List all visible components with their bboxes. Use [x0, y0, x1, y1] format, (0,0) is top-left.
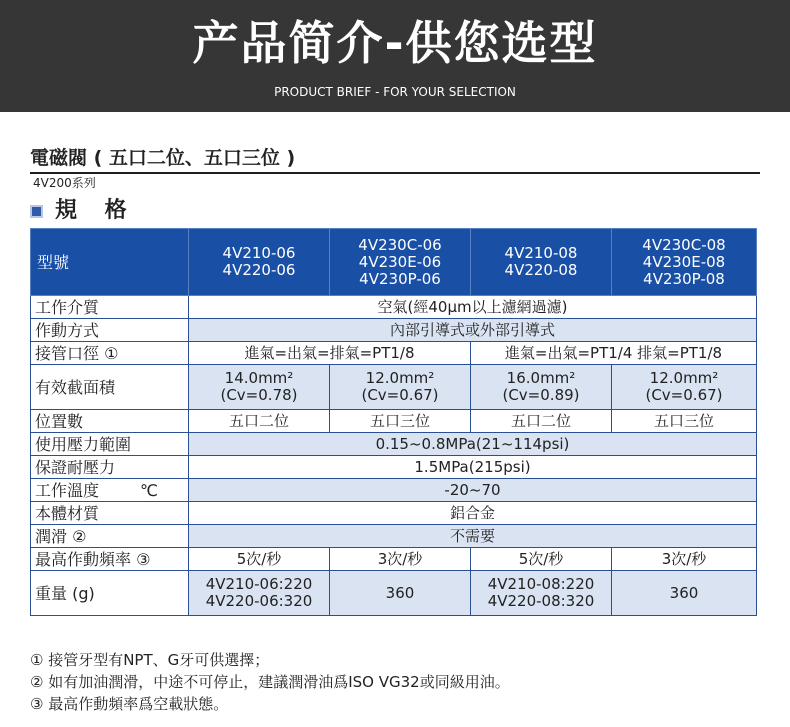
- footnote: ① 接管牙型有NPT、G牙可供選擇；: [30, 651, 270, 669]
- row-value: 360: [330, 571, 471, 616]
- weight-value: 4V220-08:320: [487, 592, 595, 610]
- table-row: [31, 548, 757, 571]
- row-label: 重量 (g): [31, 571, 189, 616]
- area-value: 14.0mm²: [224, 369, 294, 387]
- row-label: 最高作動頻率 ③: [31, 548, 189, 571]
- model-name: 4V220-06: [222, 261, 296, 279]
- cv-value: (Cv=0.67): [645, 386, 723, 404]
- row-value: 五口三位: [330, 410, 471, 433]
- weight-value: 4V220-06:320: [205, 592, 313, 610]
- footnote: ② 如有加油潤滑，中途不可停止，建議潤滑油爲ISO VG32或同級用油。: [30, 673, 510, 691]
- row-value: 五口二位: [189, 410, 330, 433]
- area-value: 16.0mm²: [506, 369, 576, 387]
- row-value: 3次/秒: [330, 548, 471, 571]
- table-row: [31, 433, 757, 456]
- row-value: 5次/秒: [189, 548, 330, 571]
- table-row: [31, 456, 757, 479]
- table-row: [31, 410, 757, 433]
- square-bullet-icon: [30, 205, 43, 218]
- table-row: [31, 342, 757, 365]
- weight-value: 4V210-06:220: [205, 575, 313, 593]
- model-name: 4V230C-08: [642, 235, 726, 254]
- row-label: 本體材質: [31, 502, 189, 525]
- section-divider: [30, 172, 760, 174]
- model-name: 4V230E-08: [642, 252, 726, 271]
- row-label: 作動方式: [31, 319, 189, 342]
- model-name: 4V230C-06: [358, 235, 442, 254]
- section-title: 電磁閥 ( 五口二位、五口三位 ): [30, 147, 296, 169]
- cv-value: (Cv=0.67): [361, 386, 439, 404]
- banner: [0, 0, 790, 112]
- temp-label: 工作溫度: [35, 480, 100, 500]
- row-value: 不需要: [189, 525, 757, 548]
- model-name: 4V210-08: [504, 244, 578, 262]
- row-label: 使用壓力範圍: [31, 433, 189, 456]
- row-value: 內部引導式或外部引導式: [189, 319, 757, 342]
- table-row: [31, 479, 757, 502]
- model-name: 4V220-08: [504, 261, 578, 279]
- table-row: [31, 319, 757, 342]
- row-value: 1.5MPa(215psi): [189, 456, 757, 479]
- row-value: 鋁合金: [189, 502, 757, 525]
- banner-subtitle: PRODUCT BRIEF - FOR YOUR SELECTION: [274, 85, 516, 99]
- table-row: [31, 502, 757, 525]
- weight-value: 4V210-08:220: [487, 575, 595, 593]
- spec-table: [30, 228, 757, 616]
- table-header-row: [31, 229, 757, 296]
- series-label: 4V200系列: [33, 176, 96, 190]
- cv-value: (Cv=0.89): [502, 386, 580, 404]
- celsius-unit: ℃: [140, 480, 158, 500]
- row-value: 5次/秒: [471, 548, 612, 571]
- area-value: 12.0mm²: [649, 369, 719, 387]
- row-value: 360: [612, 571, 757, 616]
- row-label: 位置數: [31, 410, 189, 433]
- header-model-cell: [612, 229, 757, 296]
- row-value: [612, 365, 757, 410]
- cv-value: (Cv=0.78): [220, 386, 298, 404]
- table-row: [31, 365, 757, 410]
- header-model-label: 型號: [31, 229, 189, 296]
- row-value: -20~70: [189, 479, 757, 502]
- row-label: 潤滑 ②: [31, 525, 189, 548]
- row-value: 進氣=出氣=排氣=PT1/8: [189, 342, 471, 365]
- model-name: 4V230E-06: [358, 252, 442, 271]
- row-label: 保證耐壓力: [31, 456, 189, 479]
- model-name: 4V210-06: [222, 244, 296, 262]
- row-label: [31, 479, 189, 502]
- row-value: 進氣=出氣=PT1/4 排氣=PT1/8: [471, 342, 757, 365]
- header-model-cell: [189, 229, 330, 296]
- footnote: ③ 最高作動頻率爲空載狀態。: [30, 695, 229, 713]
- table-row: [31, 571, 757, 616]
- row-value: [189, 571, 330, 616]
- row-value: [471, 571, 612, 616]
- row-value: 0.15~0.8MPa(21~114psi): [189, 433, 757, 456]
- spec-heading: [30, 197, 137, 225]
- row-label: 工作介質: [31, 296, 189, 319]
- header-model-cell: [471, 229, 612, 296]
- row-value: [471, 365, 612, 410]
- footnotes: [30, 649, 510, 715]
- table-row: [31, 525, 757, 548]
- row-value: 3次/秒: [612, 548, 757, 571]
- row-value: 五口二位: [471, 410, 612, 433]
- table-row: [31, 296, 757, 319]
- row-label: 接管口徑 ①: [31, 342, 189, 365]
- row-value: 空氣(經40μm以上濾網過濾): [189, 296, 757, 319]
- row-value: [330, 365, 471, 410]
- banner-title: 产品简介-供您选型: [192, 16, 598, 70]
- row-label: 有效截面積: [31, 365, 189, 410]
- spec-label: 規 格: [55, 198, 137, 223]
- row-value: 五口三位: [612, 410, 757, 433]
- area-value: 12.0mm²: [365, 369, 435, 387]
- row-value: [189, 365, 330, 410]
- model-name: 4V230P-06: [359, 269, 441, 288]
- model-name: 4V230P-08: [643, 269, 725, 288]
- header-model-cell: [330, 229, 471, 296]
